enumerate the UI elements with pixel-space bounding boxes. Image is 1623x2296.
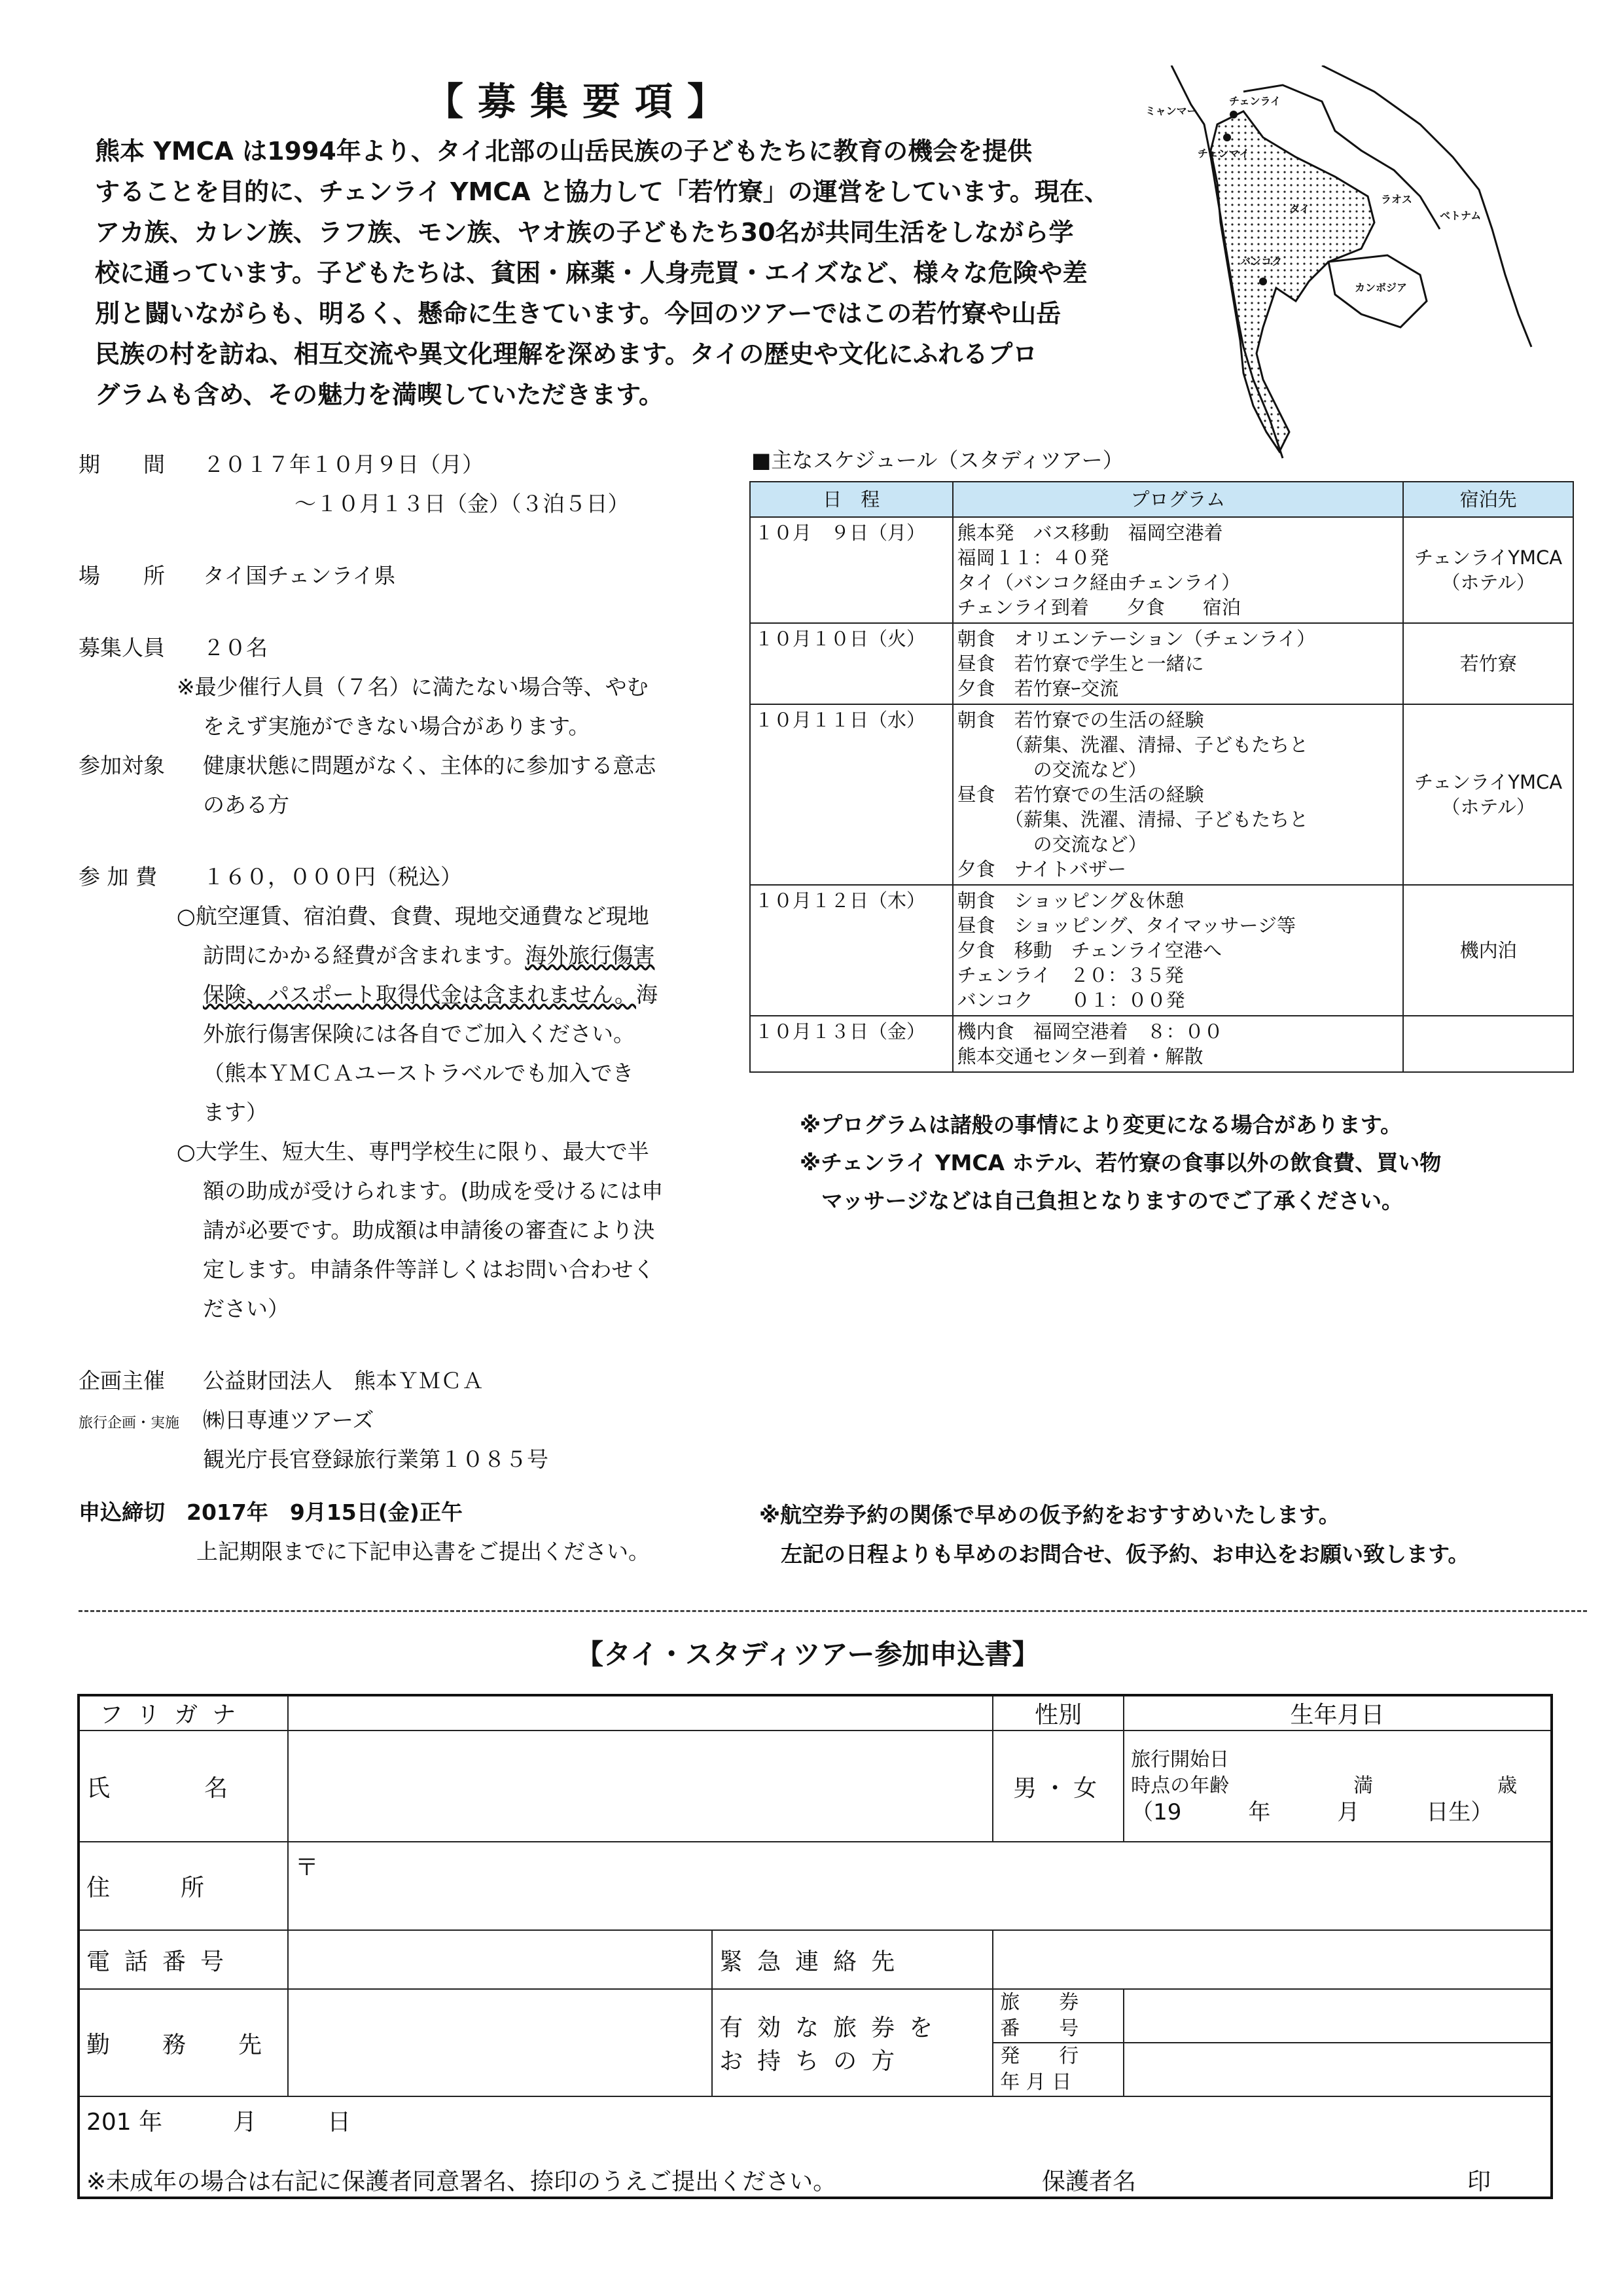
capacity-label: 募集人員 bbox=[79, 635, 165, 660]
passport-question bbox=[712, 1989, 993, 2096]
fee-note-exclusion: 海外旅行傷害 bbox=[525, 942, 655, 968]
schedule-header-row bbox=[750, 482, 1573, 517]
intro-line: 民族の村を訪ね、相互交流や異文化理解を深めます。タイの歴史や文化にふれるプロ bbox=[95, 340, 1038, 368]
age-caption: 旅行開始日 bbox=[1131, 1748, 1230, 1771]
application-date: 201 年 月 日 bbox=[86, 2109, 351, 2136]
fee-note: 外旅行傷害保険には各自でご加入ください。 bbox=[203, 1021, 635, 1047]
fee-note-exclusion: 保険、パスポート取得代金は含まれません。 bbox=[203, 982, 636, 1007]
map-label: ミャンマー bbox=[1145, 105, 1198, 117]
schedule-title: ■主なスケジュール（スタディツアー） bbox=[751, 448, 1124, 473]
subsidy-note: 請が必要です。助成額は申請後の審査により決 bbox=[203, 1217, 655, 1243]
schedule-date: １０月 ９日（月） bbox=[750, 517, 953, 623]
schedule-row bbox=[750, 623, 1573, 704]
schedule-date: １０月１３日（金） bbox=[750, 1016, 953, 1072]
capacity-note: ※最少催行人員（７名）に満たない場合等、やむ bbox=[177, 674, 649, 700]
schedule-header: 宿泊先 bbox=[1403, 482, 1573, 517]
schedule-stay: 機内泊 bbox=[1403, 885, 1573, 1016]
target-value-2: のある方 bbox=[203, 792, 289, 817]
work-field[interactable] bbox=[288, 1989, 712, 2096]
birth-label: 生年月日 bbox=[1124, 1695, 1552, 1731]
intro-line: 校に通っています。子どもたちは、貧困・麻薬・人身売買・エイズなど、様々な危険や差 bbox=[95, 259, 1088, 287]
gender-label: 性別 bbox=[993, 1695, 1124, 1731]
phone-field[interactable] bbox=[288, 1930, 712, 1989]
capacity-value: ２０名 bbox=[203, 635, 268, 660]
work-label: 勤 務 先 bbox=[79, 1989, 288, 2096]
subsidy-note: ださい） bbox=[203, 1296, 289, 1321]
fee-note: ○航空運賃、宿泊費、食費、現地交通費など現地 bbox=[177, 903, 649, 929]
intro-paragraph bbox=[95, 131, 1155, 415]
schedule-notes bbox=[800, 1106, 1441, 1220]
schedule-header: プログラム bbox=[953, 482, 1404, 517]
subsidy-note: 定します。申請条件等詳しくはお問い合わせく bbox=[203, 1257, 655, 1282]
note-line: ※チェンライ YMCA ホテル、若竹寮の食事以外の飲食費、買い物 bbox=[800, 1150, 1442, 1175]
operator-value: ㈱日専連ツアーズ bbox=[203, 1407, 374, 1433]
map-label: ラオス bbox=[1381, 193, 1412, 206]
place-label: 場 所 bbox=[79, 563, 165, 588]
passport-question-line: お持ちの方 bbox=[719, 2048, 910, 2075]
age-caption: 時点の年齢 bbox=[1131, 1774, 1230, 1797]
period-value-2: ～１０月１３日（金）（３泊５日） bbox=[294, 491, 630, 516]
furigana-label: フリガナ bbox=[79, 1695, 288, 1731]
seal-mark: 印 bbox=[1467, 2168, 1491, 2195]
schedule-row bbox=[750, 517, 1573, 623]
schedule-stay bbox=[1403, 1016, 1573, 1072]
reservation-note bbox=[759, 1496, 1469, 1574]
guardian-note: ※未成年の場合は右記に保護者同意署名、捺印のうえご提出ください。 bbox=[86, 2168, 837, 2195]
schedule-row bbox=[750, 885, 1573, 1016]
page-title: 【募集要項】 bbox=[425, 79, 740, 124]
schedule-stay: チェンライYMCA （ホテル） bbox=[1403, 704, 1573, 885]
schedule-table bbox=[749, 481, 1574, 1073]
subsidy-note: 額の助成が受けられます。(助成を受けるには申 bbox=[203, 1178, 664, 1204]
passport-issue-label: 発 行 年 月 日 bbox=[993, 2043, 1124, 2096]
schedule-row bbox=[750, 704, 1573, 885]
intro-line: グラムも含め、その魅力を満喫していただきます。 bbox=[95, 380, 664, 409]
organizer-label: 企画主催 bbox=[79, 1368, 165, 1393]
schedule-program: 朝食 若竹寮での生活の経験 （薪集、洗濯、清掃、子どもたちと の交流など） 昼食 若竹寮での生活の経験 （薪集、洗濯、清掃、子どもたちと の交流など） 夕食 ナイトバザー bbox=[953, 704, 1404, 885]
map-label: タイ bbox=[1289, 203, 1310, 215]
phone-label: 電話番号 bbox=[79, 1930, 288, 1989]
schedule-program: 機内食 福岡空港着 ８：００ 熊本交通センター到着・解散 bbox=[953, 1016, 1404, 1072]
note-line: マッサージなどは自己負担となりますのでご了承ください。 bbox=[800, 1188, 1404, 1213]
schedule-program: 熊本発 バス移動 福岡空港着 福岡１１：４０発 タイ（バンコク経由チェンライ） チェンライ到着 夕食 宿泊 bbox=[953, 517, 1404, 623]
map-label: カンボジア bbox=[1355, 281, 1408, 294]
name-label: 氏 名 bbox=[79, 1731, 288, 1842]
map-label: ベトナム bbox=[1440, 209, 1482, 222]
deadline-instruction: 上記期限までに下記申込書をご提出ください。 bbox=[196, 1539, 650, 1564]
passport-number-label: 旅 券 番 号 bbox=[993, 1989, 1124, 2043]
age-unit: 歳 bbox=[1497, 1774, 1518, 1797]
schedule-header: 日 程 bbox=[750, 482, 953, 517]
subsidy-note: ○大学生、短大生、専門学校生に限り、最大で半 bbox=[177, 1139, 649, 1164]
fee-value: １６０，０００円（税込） bbox=[203, 864, 462, 889]
passport-issue-field[interactable] bbox=[1124, 2043, 1552, 2096]
fee-note: 海 bbox=[635, 982, 658, 1007]
schedule-program: 朝食 オリエンテーション（チェンライ） 昼食 若竹寮で学生と一緒に 夕食 若竹寮ｰ交流 bbox=[953, 623, 1404, 704]
target-value: 健康状態に問題がなく、主体的に参加する意志 bbox=[203, 753, 656, 778]
schedule-row bbox=[750, 1016, 1573, 1072]
schedule-stay: チェンライYMCA （ホテル） bbox=[1403, 517, 1573, 623]
map-label: チェンライ bbox=[1229, 95, 1281, 107]
birth-date-field: （19 年 月 日生） bbox=[1131, 1799, 1493, 1825]
age-unit: 満 bbox=[1353, 1774, 1374, 1797]
registration-number: 観光庁長官登録旅行業第１０８５号 bbox=[203, 1446, 548, 1472]
note-line: 左記の日程よりも早めのお問合せ、仮予約、お申込をお願い致します。 bbox=[759, 1541, 1470, 1567]
map-label: バンコク bbox=[1240, 255, 1283, 268]
schedule-stay: 若竹寮 bbox=[1403, 623, 1573, 704]
map-label: チェンマイ bbox=[1198, 147, 1250, 160]
address-label: 住 所 bbox=[79, 1842, 288, 1930]
passport-question-line: 有効な旅券を bbox=[719, 2015, 948, 2041]
intro-line: することを目的に、チェンライ YMCA と協力して「若竹寮」の運営をしています。現在、 bbox=[95, 177, 1109, 206]
capacity-note: をえず実施ができない場合があります。 bbox=[203, 713, 590, 739]
intro-line: 熊本 YMCA は1994年より、タイ北部の山岳民族の子どもたちに教育の機会を提供 bbox=[95, 137, 1033, 166]
postal-mark: 〒 bbox=[294, 1854, 319, 1881]
cut-line bbox=[79, 1610, 1587, 1612]
furigana-field[interactable] bbox=[288, 1695, 993, 1731]
schedule-date: １０月１０日（火） bbox=[750, 623, 953, 704]
period-label: 期 間 bbox=[79, 452, 165, 477]
birth-age-field[interactable] bbox=[1124, 1731, 1552, 1842]
intro-line: アカ族、カレン族、ラフ族、モン族、ヤオ族の子どもたち30名が共同生活をしながら学 bbox=[95, 218, 1074, 247]
emergency-field[interactable] bbox=[993, 1930, 1552, 1989]
intro-line: 別と闘いながらも、明るく、懸命に生きています。今回のツアーではこの若竹寮や山岳 bbox=[95, 299, 1061, 328]
schedule-date: １０月１１日（水） bbox=[750, 704, 953, 885]
name-field[interactable] bbox=[288, 1731, 993, 1842]
address-field[interactable] bbox=[288, 1842, 1552, 1930]
form-title: 【タイ・スタディツアー参加申込書】 bbox=[576, 1638, 1040, 1670]
guardian-label: 保護者名 bbox=[1042, 2168, 1137, 2195]
place-value: タイ国チェンライ県 bbox=[203, 563, 396, 588]
fee-note: （熊本ＹＭＣＡユーストラベルでも加入でき bbox=[203, 1060, 634, 1086]
schedule-program: 朝食 ショッピング＆休憩 昼食 ショッピング、タイマッサージ等 夕食 移動 チェンライ空港へ チェンライ ２０：３５発 バンコク ０１：００発 bbox=[953, 885, 1404, 1016]
thailand-map bbox=[1113, 65, 1584, 484]
map-thailand-shape bbox=[1211, 111, 1374, 452]
emergency-label: 緊急連絡先 bbox=[712, 1930, 993, 1989]
application-form bbox=[77, 1694, 1553, 2199]
note-line: ※プログラムは諸般の事情により変更になる場合があります。 bbox=[800, 1112, 1402, 1138]
signature-block[interactable] bbox=[79, 2096, 1552, 2198]
period-value: ２０１７年１０月９日（月） bbox=[203, 452, 484, 477]
operator-label: 旅行企画・実施 bbox=[79, 1415, 180, 1431]
passport-number-field[interactable] bbox=[1124, 1989, 1552, 2043]
gender-options[interactable]: 男・女 bbox=[993, 1731, 1124, 1842]
fee-label: 参 加 費 bbox=[79, 864, 157, 889]
note-line: ※航空券予約の関係で早めの仮予約をおすすめいたします。 bbox=[759, 1502, 1340, 1528]
organizer-value: 公益財団法人 熊本ＹＭＣＡ bbox=[203, 1368, 484, 1393]
fee-note: 訪問にかかる経費が含まれます。 bbox=[203, 942, 526, 968]
deadline: 申込締切 2017年 9月15日(金)正午 bbox=[79, 1499, 463, 1525]
schedule-date: １０月１２日（木） bbox=[750, 885, 953, 1016]
target-label: 参加対象 bbox=[79, 753, 165, 778]
fee-note: ます） bbox=[203, 1100, 268, 1125]
